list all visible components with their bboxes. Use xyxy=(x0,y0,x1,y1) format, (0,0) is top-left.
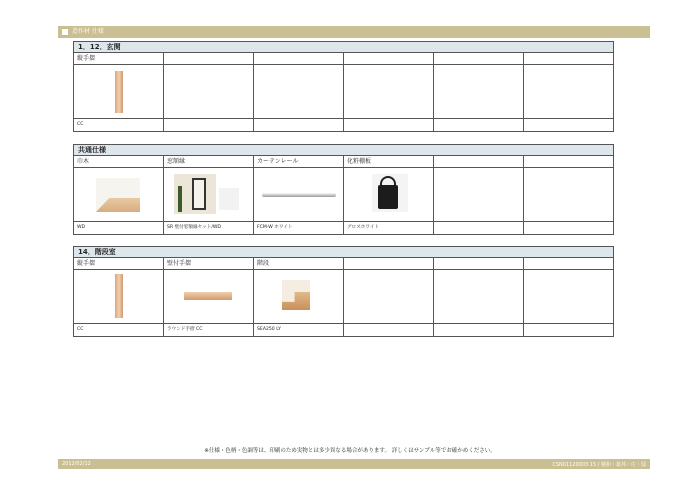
spec-cell xyxy=(164,53,254,131)
empty-image-area xyxy=(164,65,253,119)
cell-caption: CC xyxy=(77,327,84,332)
spec-cell xyxy=(164,156,254,234)
page-title: 造作材 仕様 xyxy=(72,28,104,35)
cell-label xyxy=(434,53,523,65)
cell-caption xyxy=(344,324,433,336)
bottom-footer-band xyxy=(58,459,650,469)
cell-label xyxy=(434,156,523,168)
decorative-shelf-image xyxy=(344,168,433,222)
empty-image-area xyxy=(434,270,523,324)
spec-cell xyxy=(254,53,344,131)
footer-code: CSN01120003 15 / 積和・築邦・庄・邸 xyxy=(552,461,646,468)
top-header-band xyxy=(58,26,650,38)
cell-caption xyxy=(434,222,523,234)
spec-cell xyxy=(434,53,524,131)
spec-cell xyxy=(344,156,434,234)
spec-cell xyxy=(74,258,164,336)
spec-cell xyxy=(434,258,524,336)
cell-label: 壁付手摺 xyxy=(164,258,253,270)
cell-caption xyxy=(524,222,613,234)
cell-label xyxy=(524,53,613,65)
cell-label xyxy=(434,258,523,270)
cell-label: カーテンレール xyxy=(254,156,343,168)
window-frame-image xyxy=(164,168,253,222)
handrail-vertical-image xyxy=(74,65,163,119)
cell-caption: FCM-W ホワイト xyxy=(257,225,293,230)
cell-label xyxy=(344,258,433,270)
empty-image-area xyxy=(254,65,343,119)
spec-cell xyxy=(524,53,613,131)
cell-label xyxy=(164,53,253,65)
cell-label: 巾木 xyxy=(74,156,163,168)
empty-image-area xyxy=(524,65,613,119)
section-stairwell xyxy=(73,246,614,337)
cell-caption xyxy=(254,119,343,131)
stairs-image xyxy=(254,270,343,324)
cell-label: 化粧棚板 xyxy=(344,156,433,168)
spec-cell xyxy=(164,258,254,336)
section-title: 14．階段室 xyxy=(74,247,613,258)
baseboard-image xyxy=(74,168,163,222)
cell-caption xyxy=(434,324,523,336)
cell-caption xyxy=(524,119,613,131)
footer-date: 2012/02/12 xyxy=(62,461,91,467)
handrail-vertical-image xyxy=(74,270,163,324)
cell-label xyxy=(254,53,343,65)
section-title: 共通仕様 xyxy=(74,145,613,156)
cell-caption: グロスホワイト xyxy=(347,225,380,230)
spec-cell xyxy=(254,156,344,234)
empty-image-area xyxy=(344,65,433,119)
cell-label: 縦手摺 xyxy=(74,53,163,65)
section-title: 1．12．玄関 xyxy=(74,42,613,53)
empty-image-area xyxy=(524,168,613,222)
spec-cell xyxy=(434,156,524,234)
cell-caption: CC xyxy=(77,122,84,127)
cell-caption xyxy=(344,119,433,131)
spec-cell xyxy=(524,258,613,336)
handrail-horizontal-image xyxy=(164,270,253,324)
cell-caption xyxy=(524,324,613,336)
square-bullet-icon xyxy=(62,29,68,35)
cell-caption xyxy=(164,119,253,131)
cell-label: 階段 xyxy=(254,258,343,270)
empty-image-area xyxy=(434,168,523,222)
empty-image-area xyxy=(524,270,613,324)
footer-note: ※仕様・色柄・色調等は、印刷のため実物とは多少異なる場合があります。 詳しくはサンプル等でお確かめください。 xyxy=(204,448,496,454)
spec-cell xyxy=(74,53,164,131)
empty-image-area xyxy=(434,65,523,119)
spec-cell xyxy=(74,156,164,234)
curtain-rail-image xyxy=(254,168,343,222)
spec-cell xyxy=(524,156,613,234)
cell-caption: ラウンド手摺 CC xyxy=(167,327,203,332)
section-common-spec xyxy=(73,144,614,235)
cell-label: 縦手摺 xyxy=(74,258,163,270)
cell-label xyxy=(524,156,613,168)
cell-caption: SEA250 LY xyxy=(257,327,281,332)
cell-caption xyxy=(434,119,523,131)
section-entrance xyxy=(73,41,614,132)
cell-caption: WD xyxy=(77,225,86,230)
cell-label: 窓額縁 xyxy=(164,156,253,168)
empty-image-area xyxy=(344,270,433,324)
cell-label xyxy=(524,258,613,270)
spec-cell xyxy=(254,258,344,336)
spec-cell xyxy=(344,53,434,131)
cell-caption: SR 壁付窓額縁セット/WD xyxy=(167,225,221,230)
spec-cell xyxy=(344,258,434,336)
cell-label xyxy=(344,53,433,65)
